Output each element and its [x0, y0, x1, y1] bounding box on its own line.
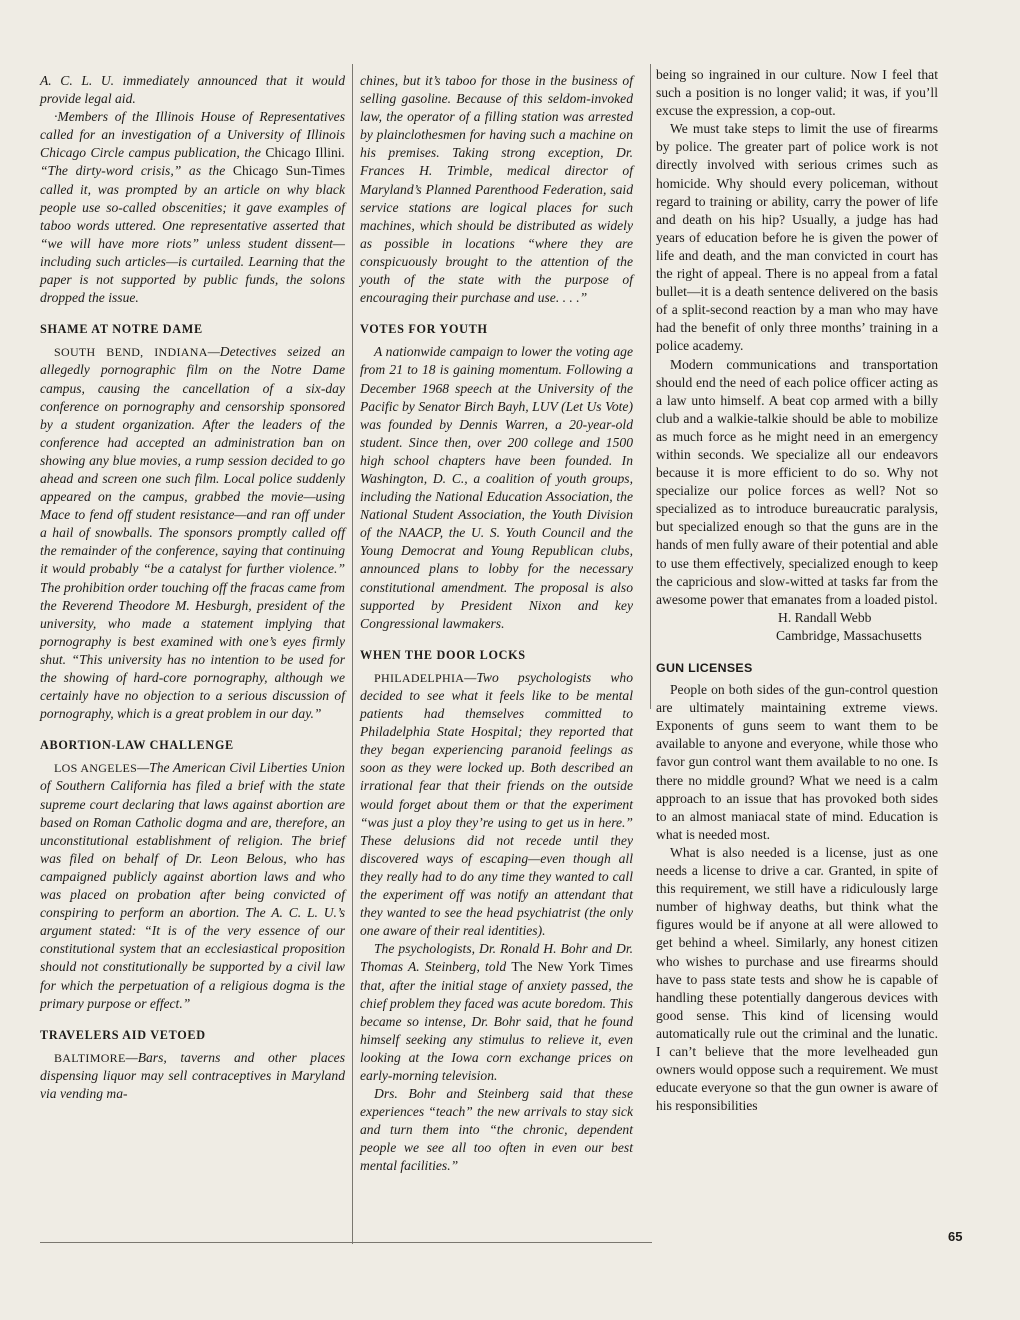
column-rule-bottom: [40, 1242, 652, 1243]
heading-gun-licenses: GUN LICENSES: [656, 661, 753, 675]
police-firearms-paragraph: We must take steps to limit the use of firearms by police. The greater part of police work is not directly involved with serious crimes such as homicide. Why should every policeman, without regard to training or ability, carry the power of life and death on his hip? Usually, a judge has had years of education before he is given the power of life and death, and the man convicted in court has the right of appeal. There is no appeal from a fatal bullet—it is a death sentence delivered on the basis of a split-second reaction by a man who may have had the benefit of only three months’ training in a police academy.: [656, 121, 938, 354]
heading-shame-at-notre-dame: SHAME AT NOTRE DAME: [40, 322, 203, 337]
notre-dame-paragraph: SOUTH BEND, INDIANA—Detectives seized an allegedly pornographic film on the Notre Dame campus, causing the cancellation of a six-day conference on pornography and censorship sponsored by a student organization. After the leaders of the conference had accepted an administration ban on showing any blue movies, a rump session decided to go ahead and screen one such film. Local police suddenly appeared on the campus, grabbed the movie—using Mace to fend off student resistance—and ran off under a hail of snowballs. The sponsors promptly called off the remainder of the conference, saying that continuing it would probably “be a catalyst for further violence.” The prohibition order touching off the fracas came from the Reverend Theodore M. Hesburgh, president of the university, who made a statement implying that pornography is best examined with one’s eyes firmly shut. “This university has no intention to be used for the showing of hard-core pornography, although we certainly have no objection to a serious discussion of pornography, which is a great problem in our day.”: [40, 344, 345, 722]
letter-continued-paragraph: being so ingrained in our culture. Now I feel that such a position is no longer valid; it was, if you’ll excuse the expression, a cop-out.: [656, 67, 938, 119]
dateline: BALTIMORE: [54, 1050, 126, 1065]
dateline: LOS ANGELES: [54, 761, 138, 776]
heading-when-the-door-locks: WHEN THE DOOR LOCKS: [360, 647, 526, 662]
license-paragraph: What is also needed is a license, just as one needs a license to drive a car. Granted, in spite of this requirement, we still have a ridiculously large number of highway deaths, but think what the figures would be if anyone at all were allowed to get behind a wheel. Similarly, any honest citizen who wishes to purchase and use firearms should have to pass state tests and show he is capable of handling these potentially dangerous devices with good sense. This kind of licensing would automatically rule out the criminal and the lunatic. I can’t believe that the more levelheaded gun owners would oppose such a requirement. We must educate everyone so that the gun owner is aware of his responsibilities: [656, 844, 938, 1114]
gun-control-paragraph: People on both sides of the gun-control question are ultimately maintaining extreme views. Exponents of guns seem to want them to be available to anyone and everyone, while those who favor gun control want them available to no one. Is there no middle ground? What we need is a calm approach to an issue that has provoked both sides to an almost maniacal state of mind. Education is what is needed most.: [656, 682, 938, 842]
column-2: [360, 72, 633, 1176]
illinois-paragraph: ·Members of the Illinois House of Representatives called for an investigation of a University of Illinois Chicago Circle campus publication, the Chicago Illini. “The dirty-word crisis,” as the Chicago Sun-Times called it, was prompted by an article on why black people use so-called obscenities; it gave examples of taboo words uttered. One representative asserted that “we will have more riots” unless student dissent—including such articles—is curtailed. Learning that the paper is not supported by public funds, the solons dropped the issue.: [40, 109, 345, 306]
votes-paragraph: A nationwide campaign to lower the voting age from 21 to 18 is gaining momentum. Following a December 1968 speech at the University of the Pacific by Senator Birch Bayh, LUV (Let Us Vote) was founded by Dennis Warren, a 20-year-old student. Since then, over 200 college and 1500 high school chapters have been founded. In Washington, D. C., a coalition of youth groups, including the National Education Association, the National Student Association, the Youth Division of the NAACP, the U. S. Youth Council and the Young Democrat and Young Republican clubs, announced plans to lobby for the necessary constitutional amendment. The proposal is also supported by President Nixon and key Congressional lawmakers.: [360, 344, 633, 631]
column-3: [656, 66, 938, 1115]
column-1: [40, 72, 345, 1103]
column-rule-right: [650, 64, 651, 709]
dateline: PHILADELPHIA: [374, 670, 465, 685]
page-number: 65: [948, 1229, 963, 1244]
heading-votes-for-youth: VOTES FOR YOUTH: [360, 322, 488, 337]
heading-travelers-aid-vetoed: TRAVELERS AID VETOED: [40, 1027, 206, 1042]
bohr-steinberg-paragraph: Drs. Bohr and Steinberg said that these experiences “teach” the new arrivals to stay sick and turn them into “the chronic, dependent people we see all too often in even our best mental facilities.”: [360, 1086, 633, 1174]
psychologists-paragraph: The psychologists, Dr. Ronald H. Bohr and Dr. Thomas A. Steinberg, told The New York Times that, after the initial stage of anxiety passed, the chief problem they faced was acute boredom. This became so intense, Dr. Bohr said, that he found himself seeking any stimulus to relieve it, even looking at the Iowa corn exchange prices on early-morning television.: [360, 941, 634, 1083]
dateline: SOUTH BEND, INDIANA: [54, 345, 208, 360]
column-rule-left: [352, 64, 353, 1244]
letter-signature-name: H. Randall Webb: [778, 609, 872, 625]
letter-signature-place: Cambridge, Massachusetts: [776, 627, 922, 643]
modern-communications-paragraph: Modern communications and transportation should end the need of each police officer acting as a law unto himself. A beat cop armed with a billy club and a walkie-talkie should be able to mobilize as much force as he might need in an emergency within seconds. We specialize all our endeavors because it is more efficient to do so. Why not specialize our police forces as well? Not so specialized as to introduce bureaucratic paralysis, but specialized enough so that the guns are in the hands of men fully aware of their potential and able to use them effectively, specialized enough to keep the capricious and slow-witted at tasks far from the awesome power that emanates from a loaded pistol.: [656, 356, 938, 607]
aclu-legal-aid-paragraph: A. C. L. U. immediately announced that it would provide legal aid.: [40, 73, 345, 107]
abortion-paragraph: LOS ANGELES—The American Civil Liberties Union of Southern California has filed a brief with the state supreme court declaring that laws against abortion are based on Roman Catholic dogma and are, therefore, an unconstitutional establishment of religion. The brief was filed on behalf of Dr. Leon Belous, who has campaigned publicly against abortion laws and who was placed on probation after being convicted of conspiring to perform an abortion. The A. C. L. U.’s argument stated: “It is of the very essence of our constitutional system that an ecclesiastical proposition should not constitutionally be supported by a civil law for which the perpetuation of a religious dogma is the primary purpose or effect.”: [40, 760, 345, 1011]
vending-continued-paragraph: chines, but it’s taboo for those in the business of selling gasoline. Because of this seldom-invoked law, the operator of a filling station was arrested by plainclothesmen for having such a machine on his premises. Taking strong exception, Dr. Frances H. Trimble, medical director of Maryland’s Planned Parenthood Federation, said service stations are logical places for such machines, which should be distributed as widely as possible in locations “where they are conspicuously brought to the attention of the youth of the state with the purpose of encouraging their purchase and use. . . .”: [360, 73, 633, 306]
heading-abortion-law-challenge: ABORTION-LAW CHALLENGE: [40, 738, 234, 753]
travelers-paragraph: BALTIMORE—Bars, taverns and other places dispensing liquor may sell contraceptives in Maryland via vending ma-: [40, 1049, 345, 1101]
door-locks-paragraph: PHILADELPHIA—Two psychologists who decided to see what it feels like to be mental patients had themselves committed to Philadelphia State Hospital; they reported that they began experiencing paranoid feelings as soon as they were locked up. Both described an irrational fear that their friends on the outside would forget about them or that the experiment “was just a ploy they’re using to get us in here.” These delusions did not recede until they discovered ways of escaping—even though all they really had to do any time they wanted to call the experiment off was notify an attendant that they wanted to see the head psychiatrist (the only one aware of their real identities).: [360, 669, 633, 939]
